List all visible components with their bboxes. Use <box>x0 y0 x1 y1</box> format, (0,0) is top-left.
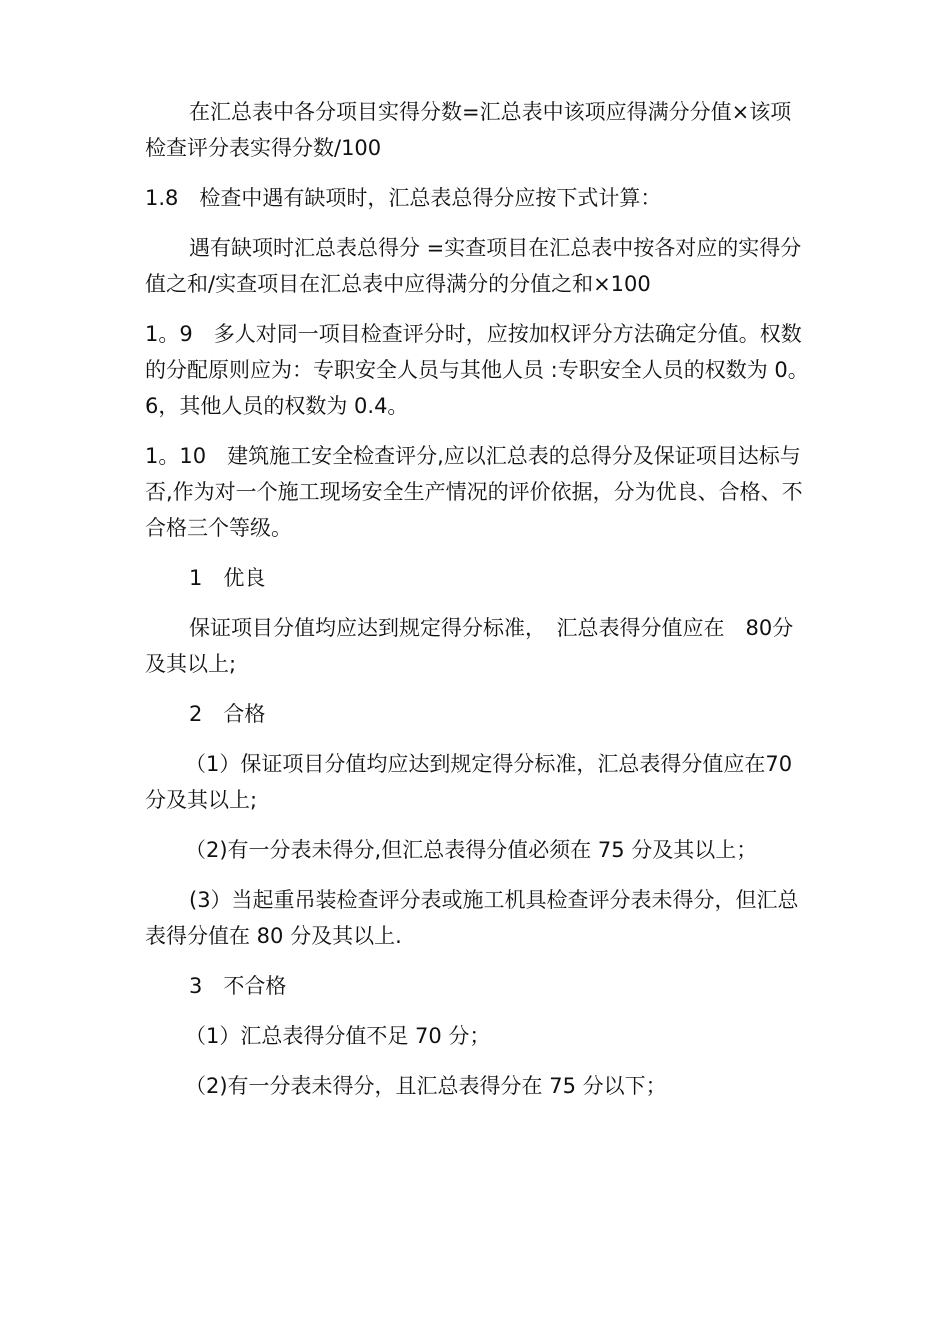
paragraph-formula-item-score: 在汇总表中各分项目实得分数=汇总表中该项应得满分分值×该项检查评分表实得分数/100 <box>145 100 792 160</box>
paragraph-unqualified-2: （2)有一分表未得分，且汇总表得分在 75 分以下； <box>185 1074 667 1098</box>
paragraph-qualified-3: (3）当起重吊装检查评分表或施工机具检查评分表未得分，但汇总表得分值在 80 分及其以上. <box>145 888 799 948</box>
heading-excellent: 1 优良 <box>189 566 266 590</box>
paragraph-unqualified-1: （1）汇总表得分值不足 70 分； <box>185 1024 491 1048</box>
paragraph-qualified-1: （1）保证项目分值均应达到规定得分标准，汇总表得分值应在70 分及其以上; <box>145 752 799 812</box>
paragraph-qualified-2: （2)有一分表未得分,但汇总表得分值必须在 75 分及其以上； <box>185 838 758 862</box>
paragraph-1-10: 1。10 建筑施工安全检查评分,应以汇总表的总得分及保证项目达标与否,作为对一个施工现场安全生产情况的评价依据，分为优良、合格、不合格三个等级。 <box>145 444 803 540</box>
paragraph-1-8: 1.8 检查中遇有缺项时，汇总表总得分应按下式计算： <box>145 186 662 210</box>
heading-qualified: 2 合格 <box>189 702 266 726</box>
heading-unqualified: 3 不合格 <box>189 974 287 998</box>
paragraph-1-9: 1。9 多人对同一项目检查评分时，应按加权评分方法确定分值。权数的分配原则应为：专职安全人员与其他人员 :专职安全人员的权数为 0。6，其他人员的权数为 0.4。 <box>145 322 809 418</box>
paragraph-missing-item-formula: 遇有缺项时汇总表总得分 =实查项目在汇总表中按各对应的实得分值之和/实查项目在汇总表中应得满分的分值之和×100 <box>145 236 802 296</box>
paragraph-excellent-criteria: 保证项目分值均应达到规定得分标准， 汇总表得分值应在 80分及其以上; <box>145 616 794 676</box>
document-body <box>145 94 810 1118</box>
